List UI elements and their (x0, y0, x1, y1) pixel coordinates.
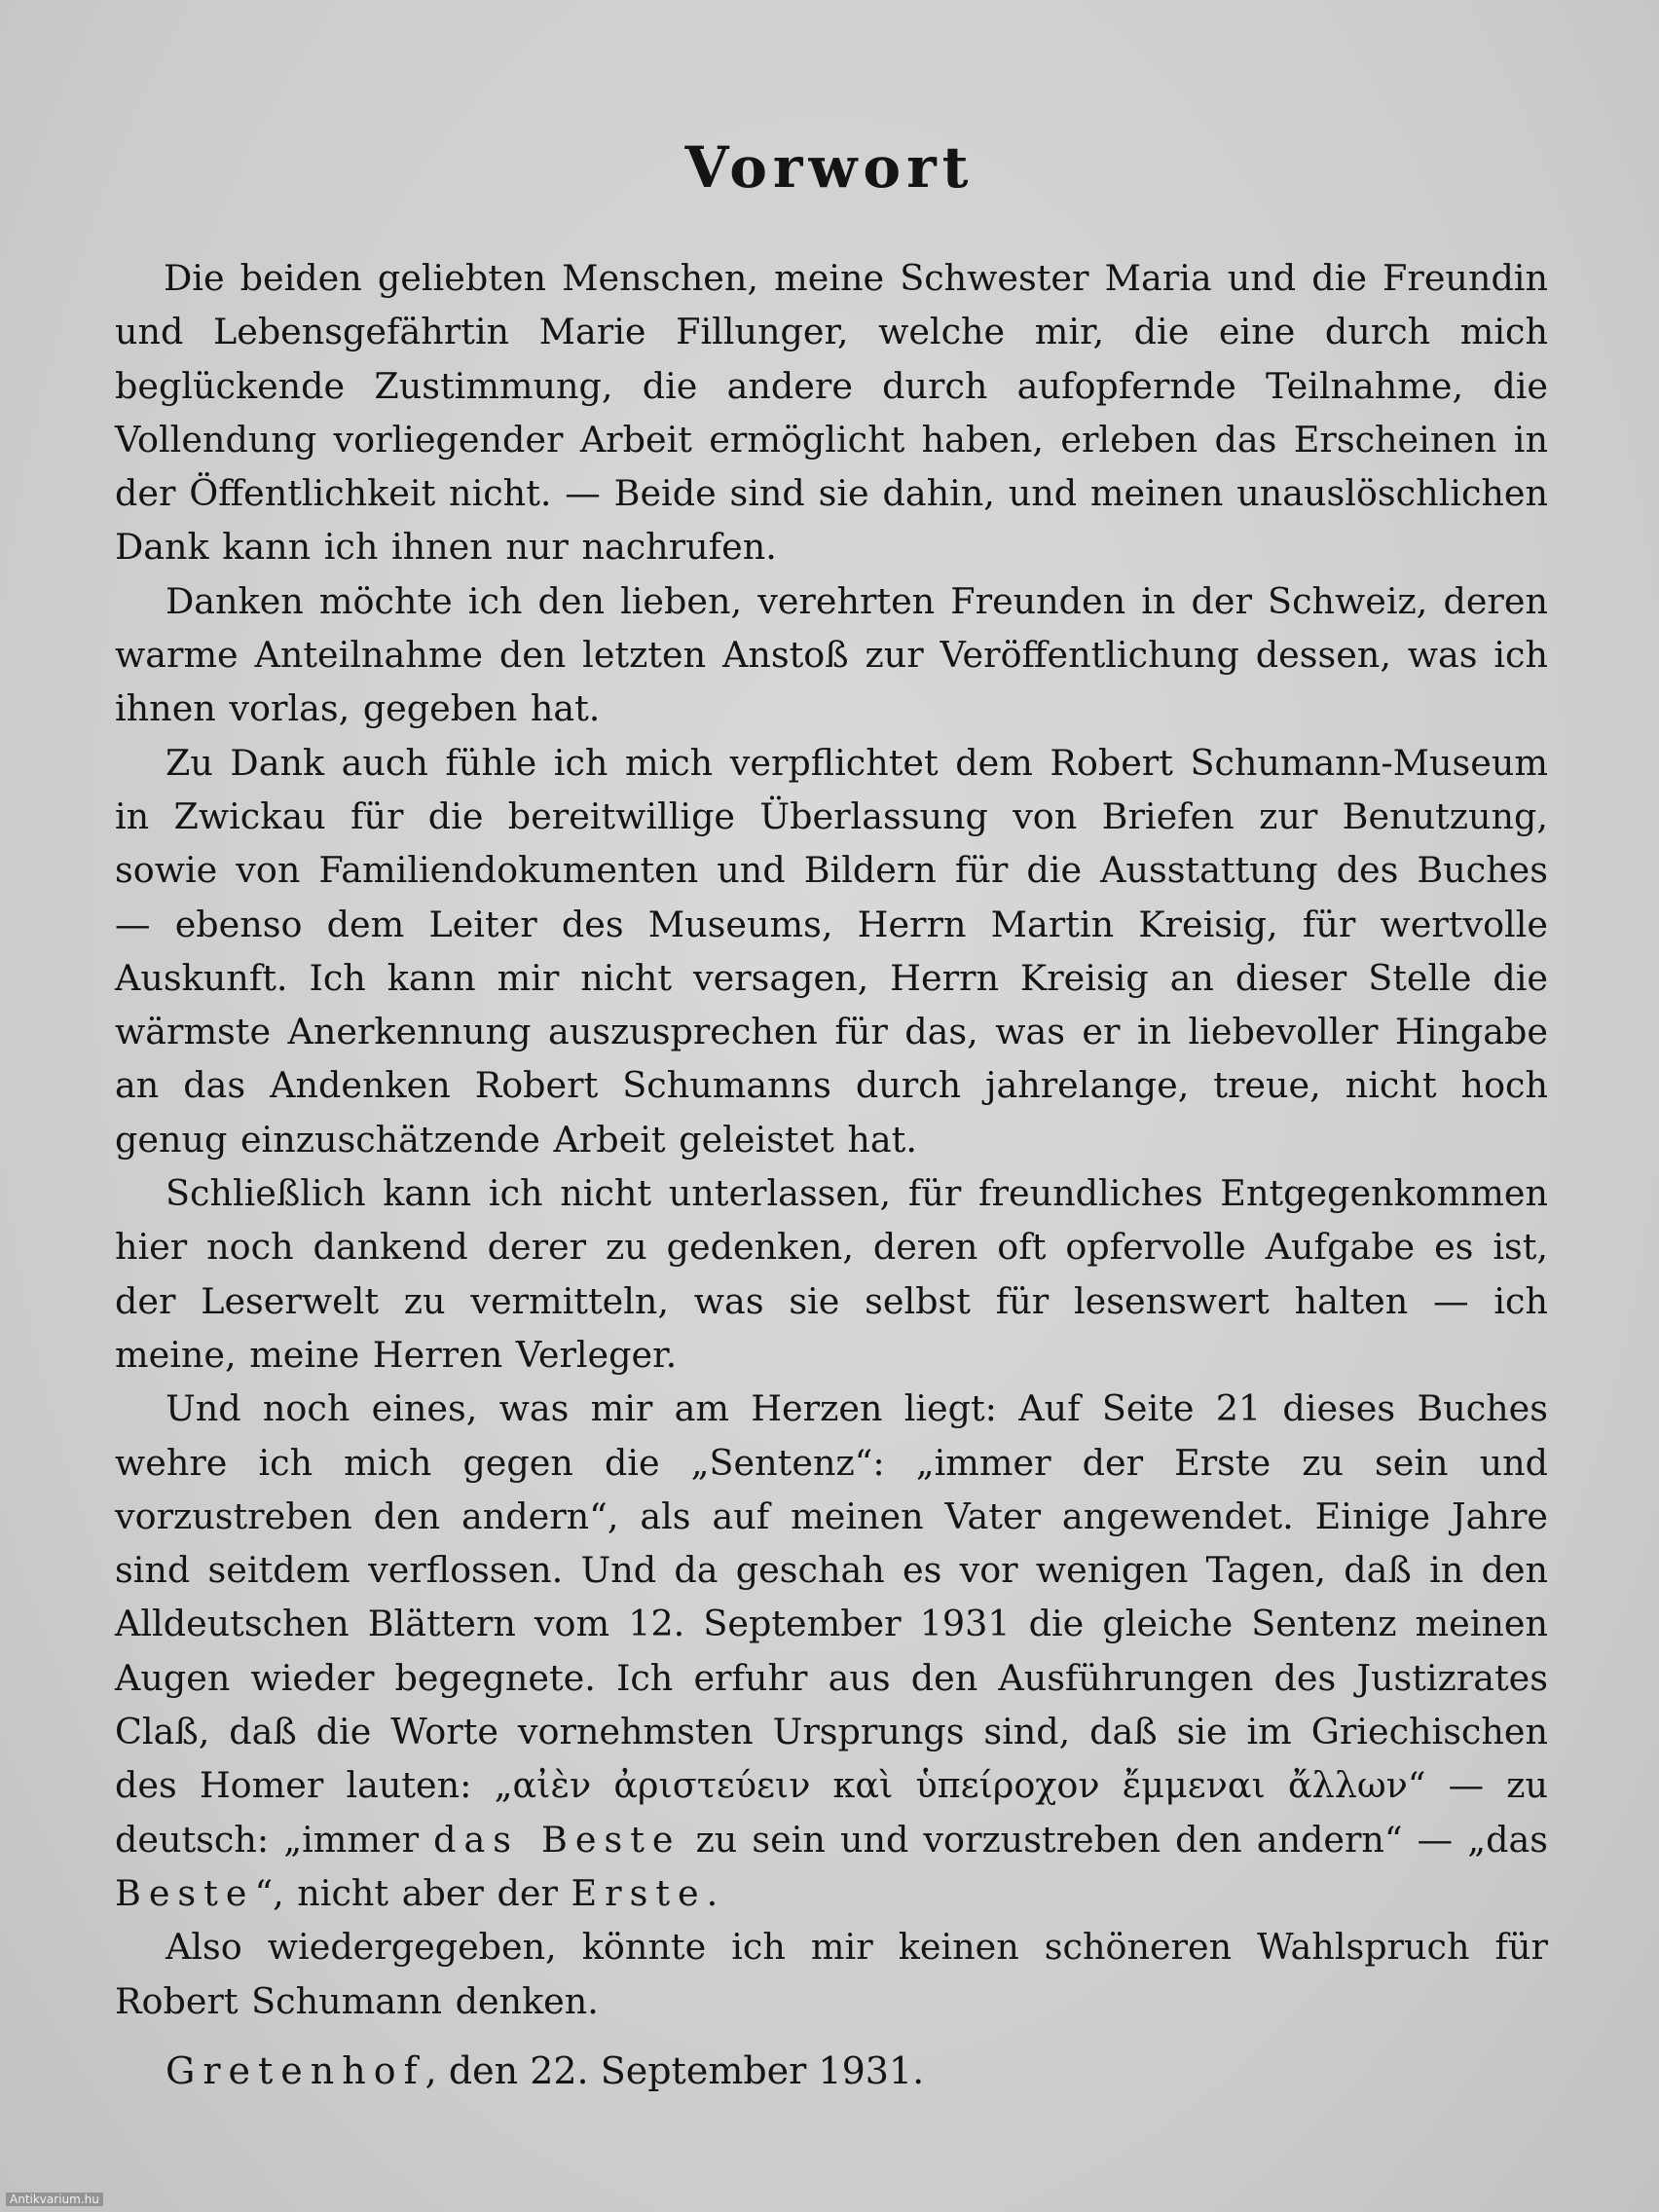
paragraph-5 (115, 1382, 1548, 1920)
paragraph-2: Danken möchte ich den lieben, verehrten Freunden in der Schweiz, deren warme Anteilnahme den letzten Anstoß zur Veröffentlichung dessen, was ich ihnen vorlas, gegeben hat. (115, 579, 1548, 730)
paragraph-5-spaced-2: Beste (115, 1871, 255, 1914)
preface-body (115, 251, 1548, 2028)
paragraph-1: Die beiden geliebten Menschen, meine Schwester Maria und die Freundin und Lebensgefährtin Marie Fillunger, welche mir, die eine durch mich beglückende Zustimmung, die andere durch aufopfernde Teilnahme, die Vollendung vorliegender Arbeit ermöglicht haben, erleben das Erscheinen in der Öffentlichkeit nicht. — Beide sind sie dahin, und meinen unauslöschlichen Dank kann ich ihnen nur nachrufen. (115, 257, 1548, 569)
signoff-date: , den 22. September 1931. (424, 2049, 925, 2092)
signoff-line (166, 2049, 924, 2092)
paragraph-5-part-2: zu sein und vorzustreben den andern“ — „das (695, 1818, 1548, 1861)
paragraph-4: Schließlich kann ich nicht unterlassen, für freundliches Entgegenkommen hier noch dankend derer zu gedenken, deren oft opfervolle Aufgabe es ist, der Leserwelt zu vermitteln, was sie selbst für lesenswert halten — ich meine, meine Herren Verleger. (115, 1172, 1548, 1376)
paragraph-5-spaced-3: Erste (571, 1871, 707, 1914)
paragraph-3: Zu Dank auch fühle ich mich verpflichtet dem Robert Schumann-Museum in Zwickau für die bereitwillige Überlassung von Briefen zur Benutzung, sowie von Familiendokumenten und Bildern für die Ausstattung des Buches — ebenso dem Leiter des Museums, Herrn Martin Kreisig, für wertvolle Auskunft. Ich kann mir nicht versagen, Herrn Kreisig an dieser Stelle die wärmste Anerkennung auszusprechen für das, was er in liebevoller Hingabe an das Andenken Robert Schumanns durch jahrelange, treue, nicht hoch genug einzuschätzende Arbeit geleistet hat. (115, 741, 1548, 1161)
closing-paragraph: Also wiedergegeben, könnte ich mir keinen schöneren Wahlspruch für Robert Schumann denken. (115, 1926, 1548, 2022)
paragraph-5-part-4: . (706, 1871, 719, 1914)
signoff-place: Gretenhof (166, 2049, 425, 2092)
page-title: Vorwort (684, 134, 975, 201)
paragraph-5-spaced-1: das Beste (433, 1818, 682, 1861)
watermark: Antikvarium.hu (6, 2193, 103, 2206)
paragraph-5-part-3: “, nicht aber der (254, 1871, 558, 1914)
paragraph-5-part-1: Und noch eines, was mir am Herzen liegt: Auf Seite 21 dieses Buches wehre ich mich gegen die „Sentenz“: „immer der Erste zu sein und vorzustreben den andern“, als auf meinen Vater angewendet. Einige Jahre sind seitdem verflossen. Und da geschah es vor wenigen Tagen, daß in den Alldeutschen Blättern vom 12. September 1931 die gleiche Sentenz meinen Augen wieder begegnete. Ich erfuhr aus den Ausführungen des Justizrates Claß, daß die Worte vornehmsten Ursprungs sind, daß sie im Griechischen des Homer lauten: „αἰὲν ἀριστεύειν καὶ ὑπείροχον ἔμμεναι ἄλλων“ — zu deutsch: „immer (115, 1387, 1548, 1861)
